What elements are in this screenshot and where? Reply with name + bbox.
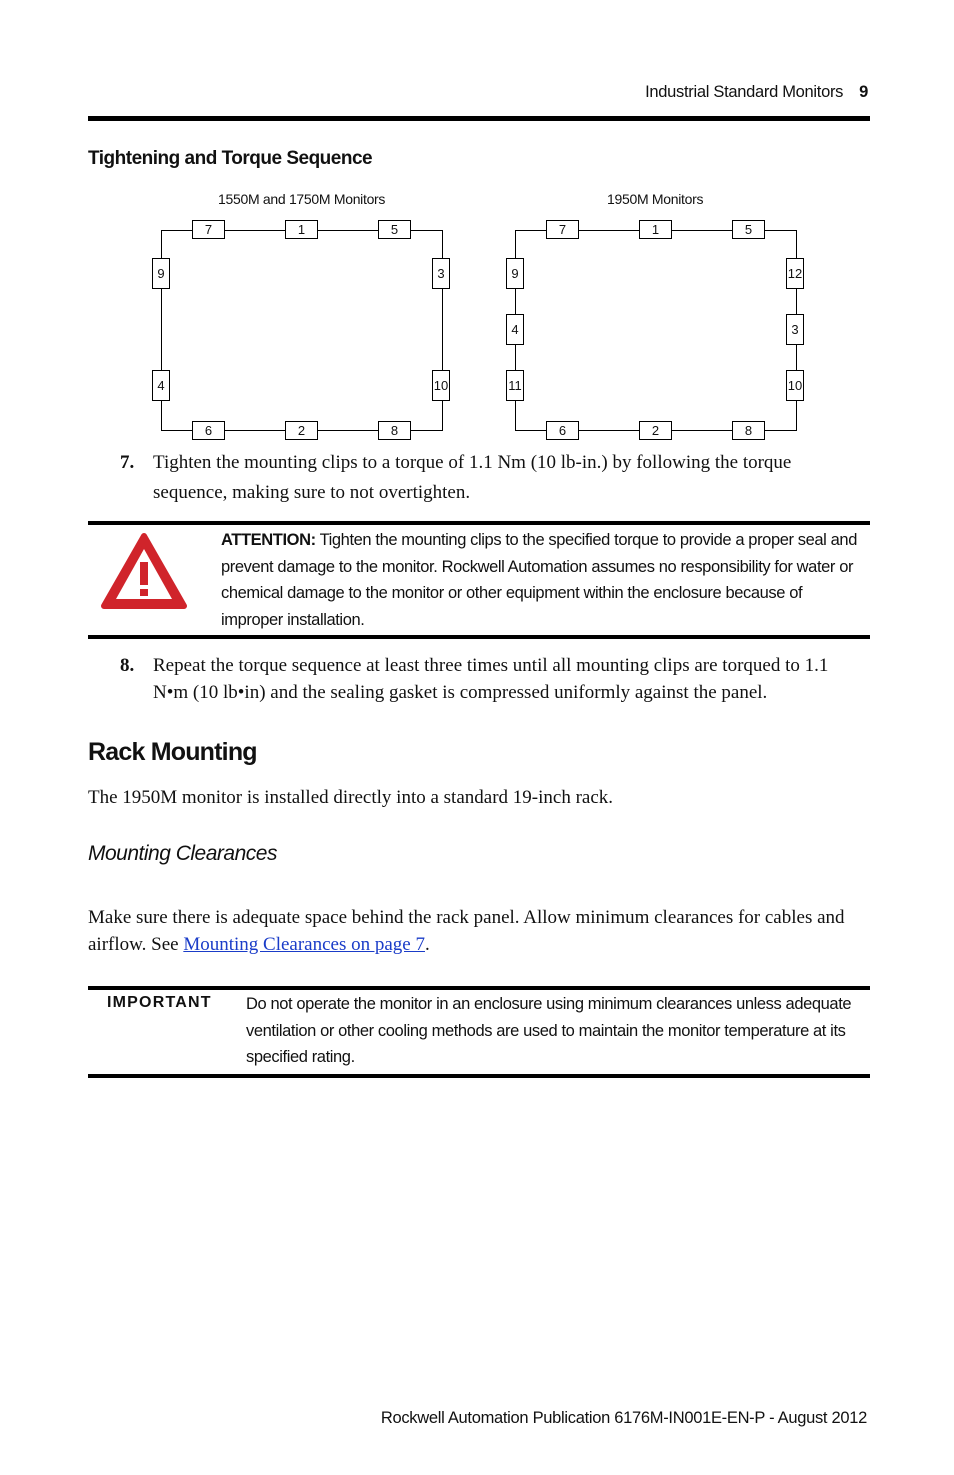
diagram-left-caption: 1550M and 1750M Monitors	[218, 191, 386, 207]
diagram-right-frame	[516, 231, 797, 431]
left-clip-left-2: 4	[152, 370, 170, 401]
right-clip-bottom-3: 8	[732, 421, 765, 440]
section-heading-rack-mounting: Rack Mounting	[88, 738, 257, 766]
left-clip-right-1: 3	[432, 258, 450, 289]
page-number: 9	[859, 83, 868, 101]
right-clip-left-2: 4	[506, 314, 524, 345]
right-clip-left-1: 9	[506, 258, 524, 289]
attention-message	[221, 527, 861, 633]
left-clip-bottom-2: 2	[285, 421, 318, 440]
important-bottom-rule	[88, 1074, 870, 1078]
right-clip-right-2: 3	[786, 314, 804, 345]
running-title: Industrial Standard Monitors	[645, 83, 844, 101]
left-clip-bottom-1: 6	[192, 421, 225, 440]
right-clip-bottom-1: 6	[546, 421, 579, 440]
left-clip-top-2: 1	[285, 220, 318, 239]
clearances-paragraph	[88, 904, 863, 958]
clearances-text-end: .	[424, 934, 430, 955]
right-clip-left-3: 11	[506, 370, 524, 401]
diagram-left-frame	[162, 231, 443, 431]
step-7-text: Tighten the mounting clips to a torque of 1.1 Nm (10 lb-in.) by following the torque sequence, making sure to not overtighten.	[153, 452, 792, 503]
right-clip-top-2: 1	[639, 220, 672, 239]
clearances-text: Make sure there is adequate space behind the rack panel. Allow minimum clearances for cables and airflow. See	[88, 907, 845, 955]
right-clip-bottom-2: 2	[639, 421, 672, 440]
right-clip-top-1: 7	[546, 220, 579, 239]
torque-diagram-frames	[0, 0, 954, 450]
right-clip-right-1: 12	[786, 258, 804, 289]
left-clip-bottom-3: 8	[378, 421, 411, 440]
mounting-clearances-link[interactable]: Mounting Clearances on page 7	[183, 934, 425, 955]
step-7-number: 7.	[120, 452, 135, 473]
important-top-rule	[88, 986, 870, 990]
left-clip-top-1: 7	[192, 220, 225, 239]
rack-intro-paragraph: The 1950M monitor is installed directly into a standard 19-inch rack.	[88, 787, 614, 808]
important-text: Do not operate the monitor in an enclosure using minimum clearances unless adequate ventilation or other cooling methods are used to maintain the monitor temperature at its specified rating.	[246, 995, 852, 1066]
footer-publication: Rockwell Automation Publication 6176M-IN001E-EN-P - August 2012	[380, 1409, 867, 1427]
left-clip-right-2: 10	[432, 370, 450, 401]
step-8-text: Repeat the torque sequence at least three times until all mounting clips are torqued to 1.1 N•m (10 lb•in) and the sealing gasket is compressed uniformly against the panel.	[153, 655, 829, 703]
subsection-heading-mounting-clearances: Mounting Clearances	[88, 842, 277, 865]
right-clip-right-3: 10	[786, 370, 804, 401]
warning-triangle-icon	[100, 532, 188, 610]
section-heading-tightening: Tightening and Torque Sequence	[88, 148, 373, 169]
attention-text: Tighten the mounting clips to the specified torque to provide a proper seal and prevent damage to the monitor. Rockwell Automation assumes no responsibility for water or chemical damage to the monitor or other equipment within the enclosure because of improper installation.	[221, 531, 857, 629]
diagram-right-caption: 1950M Monitors	[607, 191, 704, 207]
left-clip-top-3: 5	[378, 220, 411, 239]
attention-bottom-rule	[88, 635, 870, 639]
left-clip-left-1: 9	[152, 258, 170, 289]
attention-top-rule	[88, 521, 870, 525]
attention-label: ATTENTION:	[221, 531, 316, 549]
important-label: IMPORTANT	[107, 994, 212, 1011]
right-clip-top-3: 5	[732, 220, 765, 239]
step-8-number: 8.	[120, 655, 135, 676]
